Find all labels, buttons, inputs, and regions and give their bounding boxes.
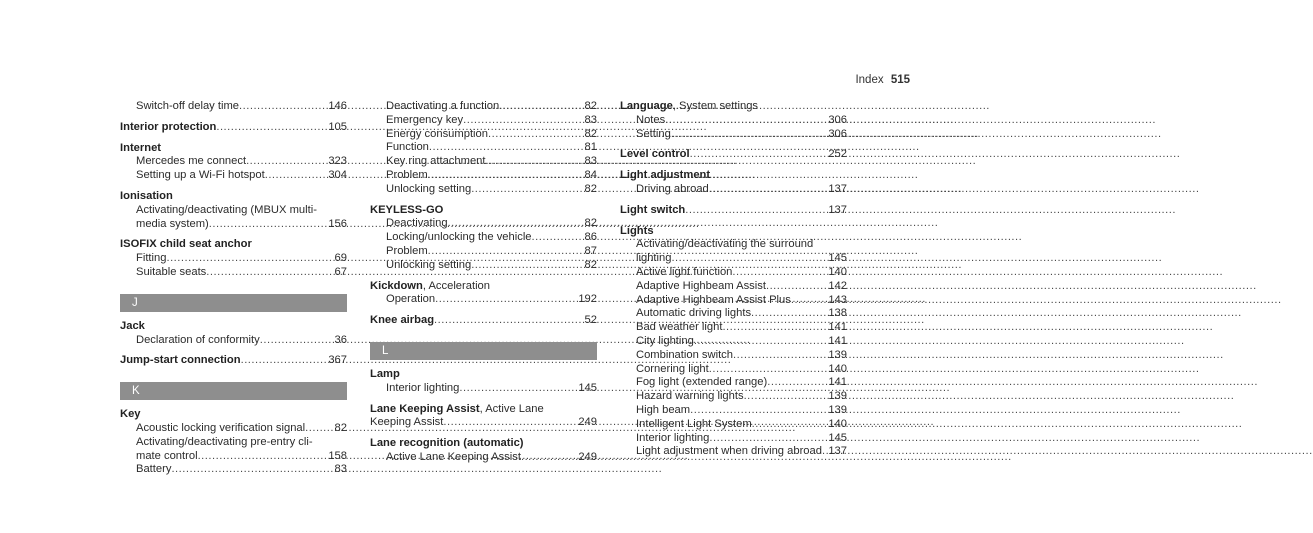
entry-text: Acoustic locking verification signal (136, 421, 306, 434)
page-ref: 137 (828, 182, 847, 195)
entry-spacer (370, 273, 597, 280)
entry-text: Fitting (136, 252, 167, 265)
entry-text: Interior lighting (386, 381, 460, 394)
dot-leader (471, 259, 582, 273)
page-ref: 81 (584, 141, 597, 154)
page-ref: 83 (584, 155, 597, 168)
index-heading-qualifier: , System settings (672, 100, 759, 112)
page-ref: 145 (578, 381, 597, 394)
entry-text: Adaptive Highbeam Assist (636, 279, 766, 292)
page-ref: 141 (828, 376, 847, 389)
index-entry (370, 314, 597, 328)
entry-spacer (620, 162, 847, 169)
dot-leader (752, 418, 827, 432)
dot-leader (459, 382, 576, 396)
entry-text: Deactivating a function (386, 100, 500, 112)
index-subentry (120, 155, 347, 169)
index-subentry (620, 128, 847, 142)
page-ref: 86 (584, 231, 597, 244)
index-heading: Jack (120, 319, 145, 332)
index-letter-heading: L (370, 342, 597, 360)
index-column-2 (370, 100, 597, 465)
page-ref: 143 (828, 293, 847, 306)
index-heading: Internet (120, 141, 162, 154)
dot-leader (265, 169, 327, 183)
index-heading: Lane recognition (automatic) (370, 437, 524, 450)
index-subentry (620, 432, 847, 446)
entry-spacer (620, 197, 847, 204)
entry-text: Combination switch (636, 348, 734, 361)
entry-spacer (370, 197, 597, 204)
index-subentry (120, 169, 347, 183)
page-ref: 82 (334, 421, 347, 434)
page-ref: 249 (578, 416, 597, 429)
index-subentry (370, 416, 597, 430)
index-subentry (620, 418, 847, 432)
dot-leader (766, 280, 826, 294)
entry-text: Setting up a Wi-Fi hotspot (136, 169, 265, 182)
page-ref: 192 (578, 293, 597, 306)
index-subentry (120, 334, 347, 348)
page-ref: 137 (828, 203, 847, 216)
dot-leader (241, 354, 327, 368)
entry-text: Keeping Assist (370, 416, 444, 429)
entry-text: Adaptive Highbeam Assist Plus (636, 293, 791, 306)
entry-text: Notes (636, 113, 666, 126)
entry-text: Problem (386, 244, 428, 257)
dot-leader (206, 266, 332, 280)
entry-text: Active Lane Keeping Assist (386, 450, 521, 463)
index-heading-with-qualifier (620, 100, 847, 114)
index-subentry (370, 128, 597, 142)
page-ref: 145 (828, 252, 847, 265)
entry-text: Jump-start connection (120, 354, 241, 367)
entry-spacer (120, 231, 347, 238)
index-subentry (620, 307, 847, 321)
dot-leader (428, 245, 583, 259)
dot-leader (751, 307, 826, 321)
index-heading: Ionisation (120, 189, 173, 202)
dot-leader (665, 114, 826, 128)
page-ref: 84 (584, 168, 597, 181)
entry-spacer (120, 114, 347, 121)
index-subentry (620, 376, 847, 390)
index-subentry (370, 100, 597, 114)
page-ref: 141 (828, 334, 847, 347)
dot-leader (694, 335, 827, 349)
dot-leader (499, 100, 582, 114)
index-subentry (370, 217, 597, 231)
entry-text: Interior protection (120, 120, 217, 133)
entry-text: Fog light (extended range) (636, 376, 768, 389)
page-ref: 137 (828, 445, 847, 458)
page-ref: 87 (584, 244, 597, 257)
index-subentry (370, 114, 597, 128)
dot-leader (822, 445, 826, 459)
index-subentry (620, 294, 847, 308)
page-ref: 83 (584, 113, 597, 126)
page-ref: 140 (828, 362, 847, 375)
page-ref: 69 (334, 252, 347, 265)
page-ref: 145 (828, 431, 847, 444)
dot-leader (767, 376, 826, 390)
index-subentry (620, 183, 847, 197)
entry-text: City lighting (636, 334, 694, 347)
index-heading: Key (120, 408, 141, 421)
dot-leader (471, 183, 582, 197)
index-subentry (620, 445, 847, 459)
page-ref: 36 (334, 333, 347, 346)
entry-spacer (620, 218, 847, 225)
entry-text: Suitable seats (136, 265, 207, 278)
index-subentry (120, 422, 347, 436)
page-ref: 306 (828, 113, 847, 126)
index-subentry (370, 245, 597, 259)
index-subentry (370, 231, 597, 245)
entry-text: Deactivating (386, 217, 448, 230)
dot-leader (488, 128, 583, 142)
index-heading: Lights (620, 224, 654, 237)
entry-text: Key ring attachment (386, 155, 486, 168)
section-title: Index (855, 74, 884, 86)
dot-leader (198, 450, 327, 464)
index-subentry (620, 266, 847, 280)
entry-text: Energy consumption (386, 127, 488, 140)
entry-text: Unlocking setting (386, 258, 472, 271)
dot-leader (671, 252, 826, 266)
entry-text: Declaration of conformity (136, 333, 260, 346)
index-heading: Lamp (370, 367, 400, 380)
entry-text: Interior lighting (636, 431, 710, 444)
page-ref: 156 (328, 217, 347, 230)
index-subentry (620, 252, 847, 266)
page-header (855, 74, 910, 86)
entry-text: Intelligent Light System (636, 417, 752, 430)
index-heading-with-qualifier (370, 403, 597, 417)
dot-leader (434, 314, 583, 328)
index-subentry (120, 100, 347, 114)
dot-leader (521, 451, 576, 465)
page-ref: 82 (584, 127, 597, 140)
dot-leader (709, 363, 827, 377)
page-ref: 52 (584, 314, 597, 327)
index-subentry (370, 382, 597, 396)
entry-text: Automatic driving lights (636, 307, 752, 320)
entry-text: media system) (136, 217, 209, 230)
index-subentry (620, 280, 847, 294)
entry-text: Knee airbag (370, 314, 435, 327)
page-number: 515 (890, 74, 910, 86)
index-subentry (370, 155, 597, 169)
dot-leader (791, 294, 826, 308)
page-ref: 323 (328, 155, 347, 168)
dot-leader (733, 349, 826, 363)
index-subentry (370, 259, 597, 273)
page-ref: 67 (334, 265, 347, 278)
dot-leader (709, 183, 827, 197)
entry-text: Mercedes me connect (136, 155, 247, 168)
page-ref: 82 (584, 217, 597, 230)
dot-leader (732, 266, 826, 280)
page-ref: 304 (328, 169, 347, 182)
index-heading-qualifier: , Acceleration (422, 279, 491, 292)
dot-leader (216, 121, 326, 135)
page-ref: 306 (828, 127, 847, 140)
dot-leader (239, 100, 326, 114)
index-subentry (620, 335, 847, 349)
dot-leader (171, 463, 332, 477)
index-heading-term: Kickdown (370, 279, 423, 292)
index-subentry (620, 321, 847, 335)
dot-leader (671, 128, 826, 142)
entry-text: Light switch (620, 203, 686, 216)
index-column-1 (120, 100, 347, 477)
index-heading-with-qualifier (370, 280, 597, 294)
dot-leader (744, 390, 827, 404)
index-heading: Light adjustment (620, 169, 711, 182)
index-letter-heading: K (120, 382, 347, 400)
page-ref: 367 (328, 354, 347, 367)
entry-text: Switch-off delay time (136, 100, 240, 112)
page-ref: 105 (328, 120, 347, 133)
entry-spacer (370, 430, 597, 437)
page-ref: 139 (828, 390, 847, 403)
dot-leader (486, 155, 583, 169)
page-ref: 249 (578, 450, 597, 463)
entry-text: mate control (136, 449, 198, 462)
index-heading-term: Lane Keeping Assist (370, 402, 480, 415)
dot-leader (690, 404, 826, 418)
entry-text: Function (386, 141, 429, 154)
entry-spacer (620, 141, 847, 148)
dot-leader (532, 231, 583, 245)
index-heading-qualifier: , Active Lane (479, 402, 544, 415)
dot-leader (722, 321, 826, 335)
page-ref: 82 (584, 100, 597, 112)
page-ref: 140 (828, 265, 847, 278)
index-entry (120, 121, 347, 135)
entry-text: Light adjustment when driving abroad (636, 445, 822, 458)
page-ref: 142 (828, 279, 847, 292)
dot-leader (428, 169, 583, 183)
index-subentry (620, 114, 847, 128)
entry-text: Level control (620, 148, 690, 161)
page-ref: 252 (828, 148, 847, 161)
entry-text: Driving abroad (636, 182, 709, 195)
index-subentry (120, 463, 347, 477)
index-subentry (620, 349, 847, 363)
page-ref: 146 (328, 100, 347, 112)
dot-leader (685, 204, 826, 218)
entry-text: Problem (386, 168, 428, 181)
dot-leader (709, 432, 826, 446)
index-subentry-text: Activating/deactivating (MBUX multi- (136, 203, 317, 216)
entry-spacer (370, 307, 597, 314)
index-subentry (620, 390, 847, 404)
dot-leader (690, 148, 827, 162)
entry-text: lighting (636, 252, 672, 265)
entry-text: Active light function (636, 265, 733, 278)
index-entry (620, 204, 847, 218)
dot-leader (463, 114, 582, 128)
entry-spacer (120, 135, 347, 142)
dot-leader (429, 141, 583, 155)
entry-text: Bad weather light (636, 321, 723, 334)
index-subentry (120, 218, 347, 232)
index-subentry (620, 404, 847, 418)
index-subentry (370, 451, 597, 465)
index-heading: ISOFIX child seat anchor (120, 238, 252, 251)
index-subentry (120, 252, 347, 266)
entry-text: Setting (636, 127, 671, 140)
index-subentry-text: Activating/deactivating pre-entry cli- (136, 435, 313, 448)
index-subentry (120, 450, 347, 464)
entry-text: High beam (636, 403, 691, 416)
index-subentry (370, 293, 597, 307)
index-subentry (370, 169, 597, 183)
page-ref: 141 (828, 321, 847, 334)
index-entry (620, 148, 847, 162)
dot-leader (443, 416, 576, 430)
entry-text: Locking/unlocking the vehicle (386, 231, 532, 244)
index-subentry (370, 183, 597, 197)
entry-text: Operation (386, 293, 436, 306)
page-ref: 82 (584, 182, 597, 195)
dot-leader (260, 334, 333, 348)
index-subentry (120, 266, 347, 280)
entry-text: Cornering light (636, 362, 709, 375)
entry-spacer (370, 396, 597, 403)
entry-text: Emergency key (386, 113, 464, 126)
dot-leader (435, 293, 576, 307)
dot-leader (166, 252, 332, 266)
page-ref: 140 (828, 417, 847, 430)
dot-leader (305, 422, 332, 436)
index-heading: KEYLESS-GO (370, 203, 444, 216)
index-subentry (620, 363, 847, 377)
dot-leader (246, 155, 326, 169)
index-letter-heading: J (120, 294, 347, 312)
page-ref: 83 (334, 463, 347, 476)
entry-text: Battery (136, 463, 172, 476)
index-subentry (370, 141, 597, 155)
page-ref: 139 (828, 348, 847, 361)
index-column-3 (620, 100, 847, 459)
index-subentry-text: Activating/deactivating the surround (636, 238, 814, 251)
page-ref: 138 (828, 307, 847, 320)
dot-leader (209, 218, 327, 232)
dot-leader (448, 217, 583, 231)
entry-spacer (120, 183, 347, 190)
index-heading-term: Language (620, 100, 673, 112)
page-ref: 139 (828, 403, 847, 416)
entry-text: Unlocking setting (386, 182, 472, 195)
page-ref: 158 (328, 449, 347, 462)
entry-spacer (120, 347, 347, 354)
entry-text: Hazard warning lights (636, 390, 744, 403)
index-entry (120, 354, 347, 368)
page-ref: 82 (584, 258, 597, 271)
